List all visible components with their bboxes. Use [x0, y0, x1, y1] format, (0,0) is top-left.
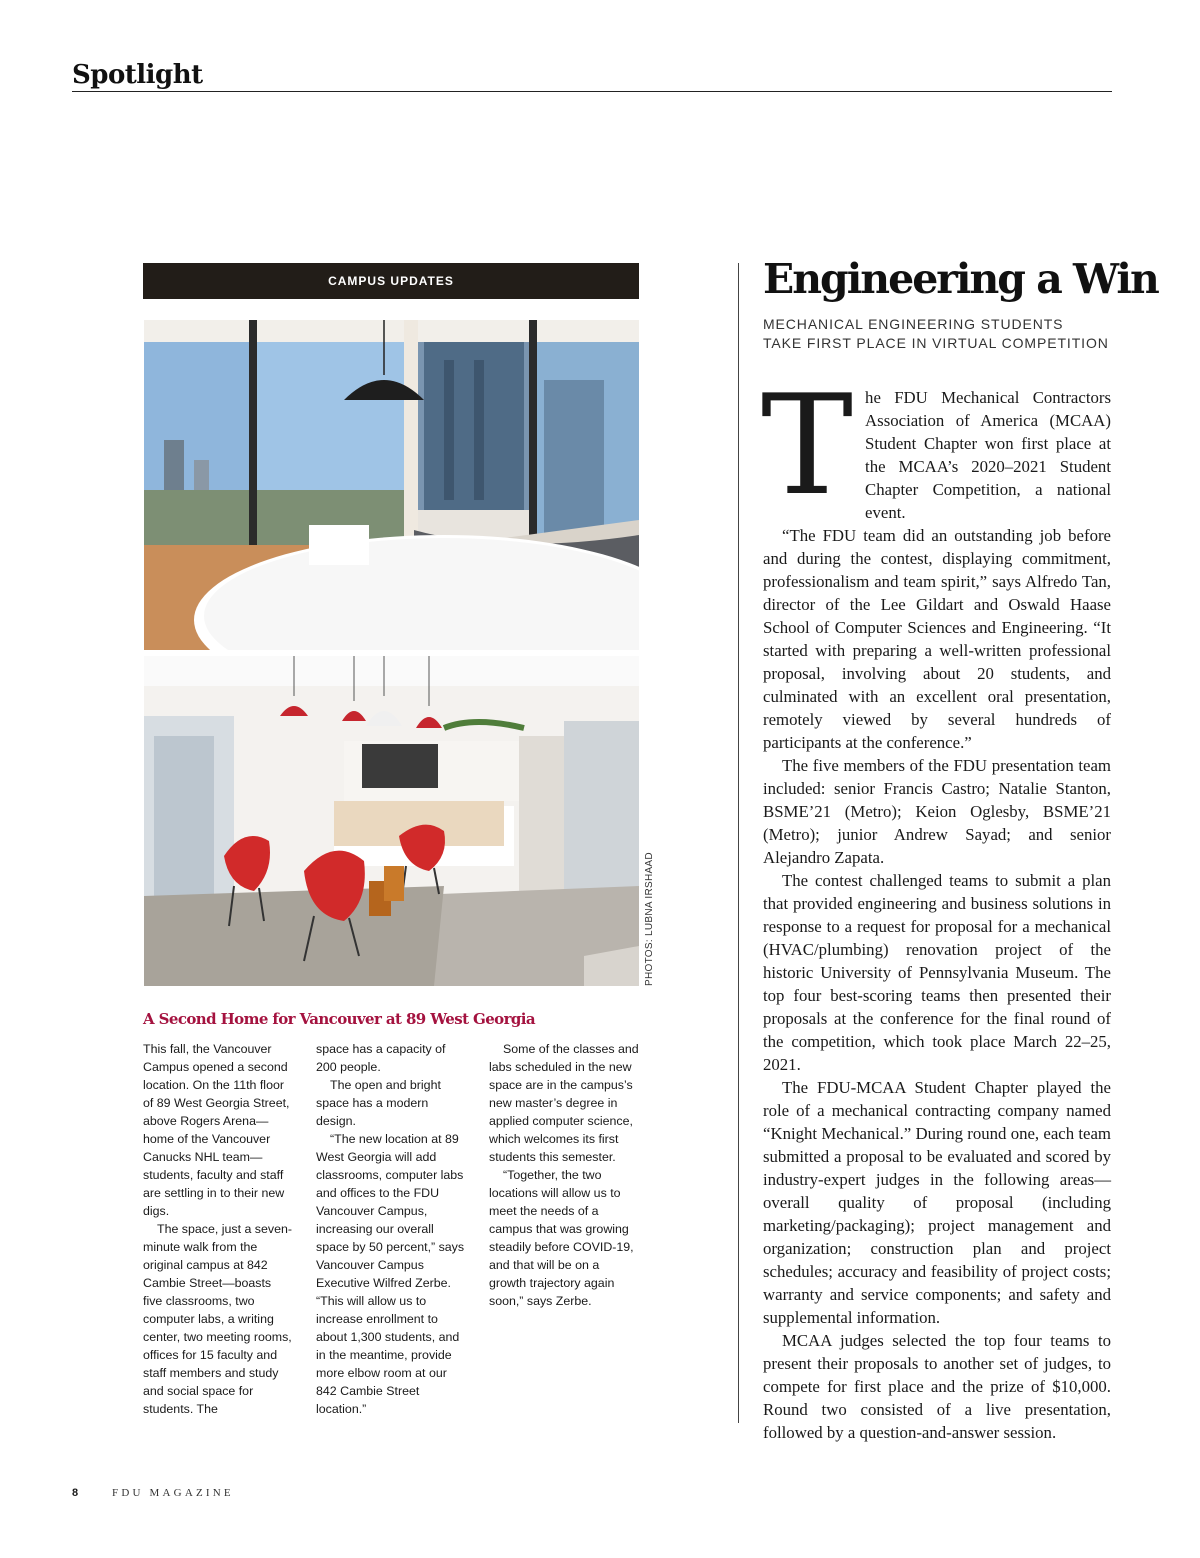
deck-line: TAKE FIRST PLACE IN VIRTUAL COMPETITION: [763, 335, 1109, 351]
article-paragraph: “The FDU team did an outstanding job before and during the contest, displaying commitment, professionalism and team spirit,” says Alfredo Tan, director of the Lee Gildart and Oswald Haase School of Computer Sciences and Engineering. “It started with preparing a well-written professional proposal, involving about 20 students, and culminated with an excellent oral presentation, remotely viewed by several hundreds of participants at the conference.”: [763, 526, 1111, 752]
sidebar-headline: A Second Home for Vancouver at 89 West Georgia: [143, 1010, 535, 1028]
article-paragraph: The contest challenged teams to submit a plan that provided engineering and business solutions in response to a request for proposal for a mechanical (HVAC/plumbing) renovation project of the historic University of Pennsylvania Museum. The top four best-scoring teams then presented their proposals at the conference for the final round of the competition, which took place March 22–25, 2021.: [763, 871, 1111, 1074]
page-number: 8: [72, 1487, 79, 1499]
article-headline: Engineering a Win: [763, 255, 1158, 303]
article-paragraph: The five members of the FDU presentation team included: senior Francis Castro; Natalie Stanton, BSME’21 (Metro); Keion Oglesby, BSME’21 (Metro); junior Andrew Sayad; and senior Alejandro Zapata.: [763, 756, 1111, 867]
column-divider: [738, 263, 739, 1423]
sidebar-paragraph: This fall, the Vancouver Campus opened a second location. On the 11th floor of 89 West Georgia Street, above Rogers Arena—home of the Vancouver Canucks NHL team—students, faculty and staff are settling in to their new digs.: [143, 1042, 290, 1218]
sidebar-column-1: [143, 1040, 293, 1418]
top-rule: [72, 91, 1112, 92]
sidebar-paragraph: Some of the classes and labs scheduled in the new space are in the campus’s new master’s degree in applied computer science, which welcomes its first students this semester.: [489, 1042, 639, 1164]
campus-updates-banner: CAMPUS UPDATES: [143, 263, 639, 299]
article-paragraph: he FDU Mechanical Contractors Association of America (MCAA) Student Chapter won first place at the MCAA’s 2020–2021 Student Chapter Competition, a national event.: [865, 388, 1111, 522]
sidebar-column-2: [316, 1040, 466, 1418]
article-deck: [763, 315, 1123, 353]
article-paragraph: MCAA judges selected the top four teams to present their proposals to another set of judges, to compete for first place and the prize of $10,000. Round two consisted of a live presentation, followed by a question-and-answer session.: [763, 1331, 1111, 1442]
lounge-photo: [144, 320, 639, 650]
section-label: Spotlight: [72, 60, 203, 90]
article-body: [761, 365, 1111, 1444]
sidebar-paragraph: space has a capacity of 200 people.: [316, 1042, 446, 1074]
sidebar-paragraph: The space, just a seven-minute walk from the original campus at 842 Cambie Street—boasts five classrooms, two computer labs, a writing center, two meeting rooms, offices for 15 faculty and staff members and study and social space for students. The: [143, 1222, 292, 1416]
sidebar-paragraph: The open and bright space has a modern design.: [316, 1078, 441, 1128]
red-chairs-photo: [144, 656, 639, 986]
sidebar-paragraph: “The new location at 89 West Georgia will add classrooms, computer labs and offices to the FDU Vancouver Campus, increasing our overall space by 50 percent,” says Vancouver Campus Executive Wilfred Zerbe. “This will allow us to increase enrollment to about 1,300 students, and in the meantime, provide more elbow room at our 842 Cambie Street location.”: [316, 1132, 465, 1416]
deck-line: MECHANICAL ENGINEERING STUDENTS: [763, 316, 1064, 332]
photo-credit: PHOTOS: LUBNA IRSHAAD: [644, 852, 655, 986]
article-paragraph: The FDU-MCAA Student Chapter played the role of a mechanical contracting company named “Knight Mechanical.” During round one, each team submitted a proposal to be evaluated and scored by industry-expert judges in the following areas—overall quality of proposal (including marketing/packaging); project management and organization; construction plan and project schedules; accuracy and feasibility of project costs; warranty and service components; and safety and supplemental information.: [763, 1078, 1111, 1327]
drop-cap: T: [761, 365, 854, 526]
sidebar-paragraph: “Together, the two locations will allow us to meet the needs of a campus that was growing steadily before COVID-19, and that will be on a growth trajectory again soon,” says Zerbe.: [489, 1168, 634, 1308]
magazine-name: FDU MAGAZINE: [112, 1487, 234, 1499]
sidebar-column-3: [489, 1040, 639, 1310]
